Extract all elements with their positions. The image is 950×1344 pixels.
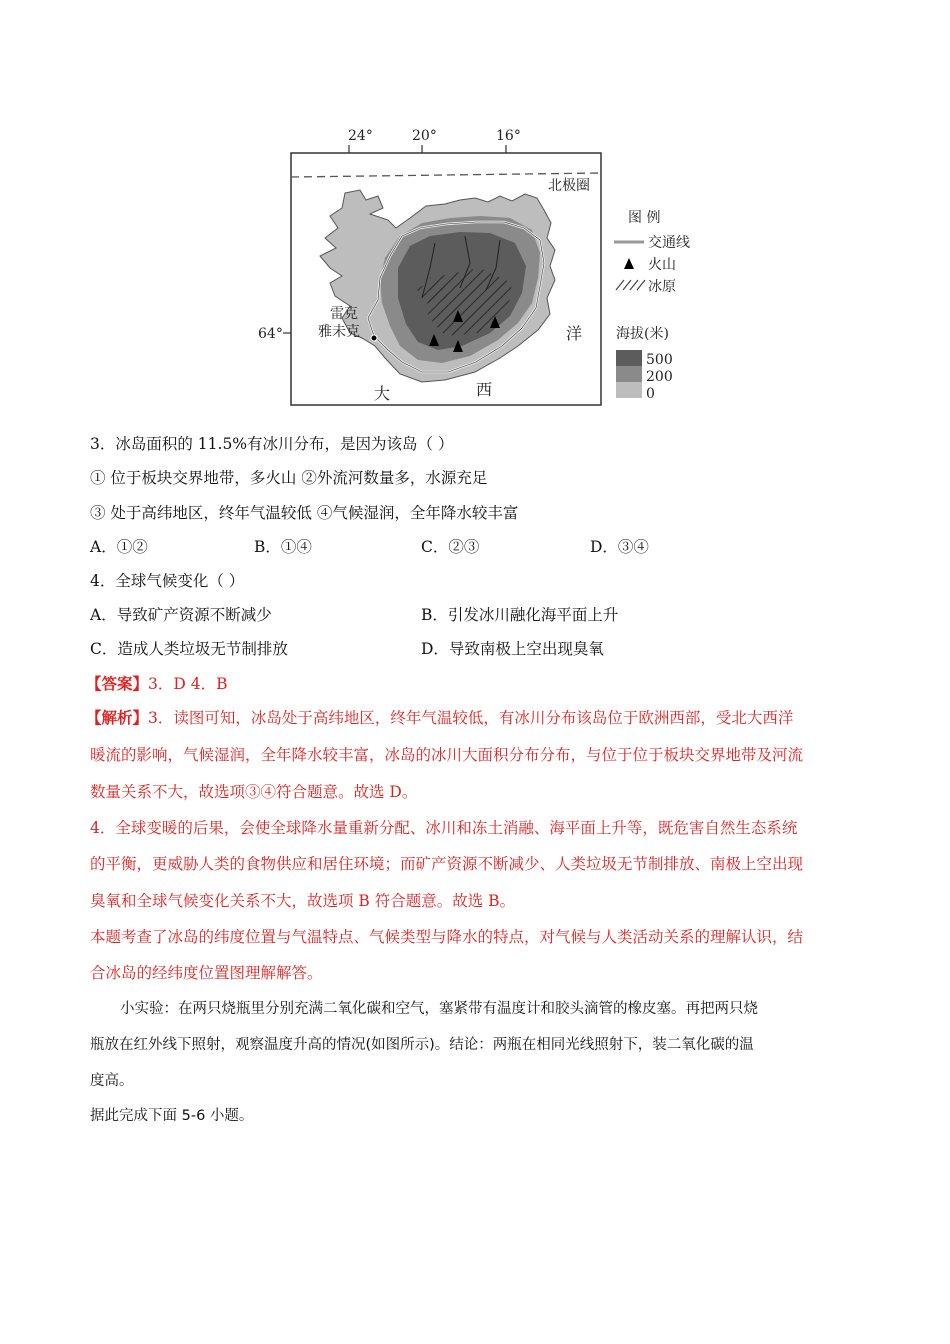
lon-label-16: 16° — [496, 128, 521, 144]
lat-label-64: 64° — [258, 326, 283, 342]
q3-option-c: C．②③ — [421, 538, 480, 556]
q3-stem: 3．冰岛面积的 11.5%有冰川分布，是因为该岛（ ） — [90, 435, 454, 453]
elev-label-500: 500 — [646, 352, 673, 368]
experiment-line2: 瓶放在红外线下照射，观察温度升高的情况(如图所示)。结论：两瓶在相同光线照射下，装二氧化碳的温 — [90, 1037, 754, 1053]
city-label-line1: 雷克 — [330, 306, 358, 322]
q4-option-c: C．造成人类垃圾无节制排放 — [90, 640, 288, 658]
answer-line — [86, 674, 227, 694]
legend-volcano-symbol — [624, 258, 634, 269]
analysis-tag: 【解析】 — [86, 708, 149, 727]
analysis-line2: 暖流的影响，气候湿润，全年降水较丰富，冰岛的冰川大面积分布分布，与位于位于板块交界地带及河流 — [90, 746, 804, 764]
analysis-line6: 臭氧和全球气候变化关系不大，故选项 B 符合题意。故选 B。 — [90, 892, 516, 910]
elev-swatch-low — [616, 382, 642, 398]
lon-label-24: 24° — [348, 128, 373, 144]
ocean-label-char2: 西 — [476, 380, 493, 399]
q3-option-b: B．①④ — [254, 538, 312, 556]
q3-option-d: D．③④ — [590, 538, 649, 556]
legend-road-label: 交通线 — [648, 235, 690, 251]
experiment-line1: 小实验：在两只烧瓶里分别充满二氧化碳和空气，塞紧带有温度计和胶头滴管的橡皮塞。再把两只烧 — [120, 1001, 758, 1017]
elevation-title: 海拔(米) — [616, 326, 669, 342]
analysis-line1 — [86, 708, 793, 728]
legend-ice-symbol — [616, 280, 645, 290]
arctic-circle-label: 北极圈 — [548, 178, 590, 194]
analysis-line3: 数量关系不大，故选项③④符合题意。故选 D。 — [90, 783, 418, 801]
legend-volcano-label: 火山 — [648, 257, 676, 273]
elev-swatch-mid — [616, 366, 642, 382]
legend-title: 图 例 — [628, 210, 661, 226]
experiment-line3: 度高。 — [90, 1073, 134, 1089]
analysis-text-line1: 3．读图可知，冰岛处于高纬地区，终年气温较低，有冰川分布该岛位于欧洲西部，受北大西洋 — [148, 709, 794, 727]
reykjavik-dot — [371, 335, 377, 341]
experiment-line4: 据此完成下面 5-6 小题。 — [90, 1108, 254, 1124]
q3-option-a: A．①② — [90, 538, 148, 556]
answer-tag: 【答案】 — [86, 674, 149, 693]
analysis-line5: 的平衡，更威胁人类的食物供应和居住环境；而矿产资源不断减少、人类垃圾无节制排放、南极上空出现 — [90, 855, 804, 873]
q4-option-a: A．导致矿产资源不断减少 — [90, 606, 272, 624]
elev-swatch-high — [616, 350, 642, 366]
q3-items-line2: ③ 处于高纬地区，终年气温较低 ④气候湿润，全年降水较丰富 — [90, 504, 519, 522]
analysis-line7: 本题考查了冰岛的纬度位置与气温特点、气候类型与降水的特点，对气候与人类活动关系的理解认识，结 — [90, 928, 804, 946]
ocean-label-char3: 洋 — [566, 324, 583, 343]
q3-items-line1: ① 位于板块交界地带，多火山 ②外流河数量多，水源充足 — [90, 469, 488, 487]
city-label-line2: 雅未克 — [318, 324, 360, 340]
elev-label-200: 200 — [646, 369, 673, 385]
iceland-map-figure — [250, 118, 720, 418]
q4-option-d: D．导致南极上空出现臭氧 — [421, 640, 604, 658]
iceland-map — [250, 118, 720, 418]
answer-text: 3．D 4．B — [148, 675, 228, 693]
elev-label-0: 0 — [646, 386, 655, 402]
analysis-line4: 4．全球变暖的后果，会使全球降水量重新分配、冰川和冻土消融、海平面上升等，既危害自然生态系统 — [90, 819, 798, 837]
analysis-line8: 合冰岛的经纬度位置图理解解答。 — [90, 964, 323, 982]
q4-option-b: B．引发冰川融化海平面上升 — [421, 606, 619, 624]
q4-stem: 4．全球气候变化（ ） — [90, 572, 245, 590]
legend-ice-label: 冰原 — [648, 279, 676, 295]
ocean-label-char1: 大 — [374, 384, 391, 403]
lon-label-20: 20° — [412, 128, 437, 144]
